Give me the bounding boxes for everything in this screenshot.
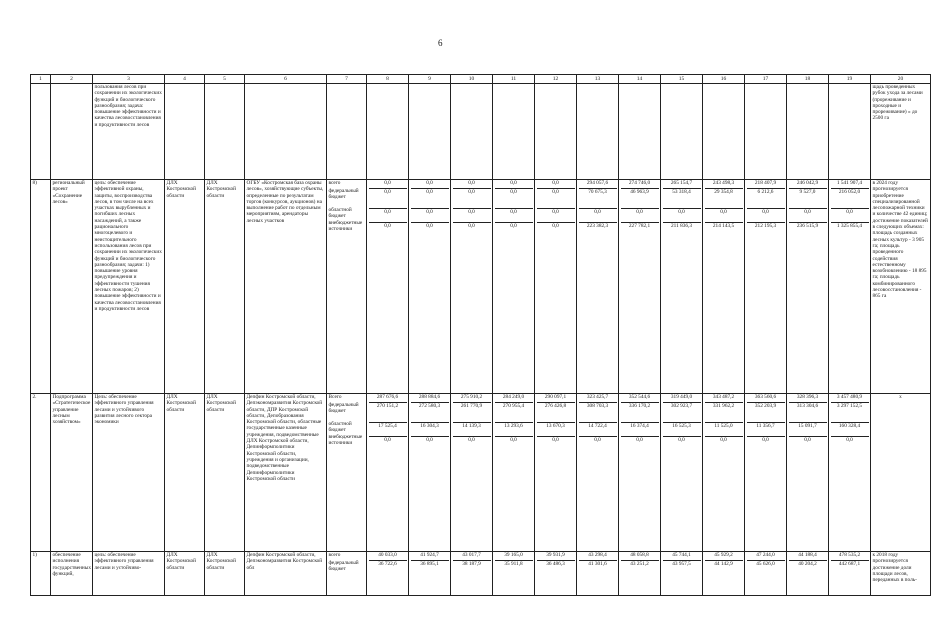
participants-cell: Депфин Костромской области, Депэкономразвития Костромской обл (245, 552, 327, 596)
header-cell: 12 (535, 75, 577, 84)
funding-value: 261 770,9 (453, 402, 491, 422)
funding-value: 212 195,3 (747, 222, 785, 229)
funding-value: 328 396,3 (796, 394, 819, 400)
value-cell (829, 180, 871, 394)
table-row-subprogram (31, 394, 931, 552)
funding-value: 0,0 (579, 208, 617, 222)
funding-value: 0,0 (369, 222, 407, 229)
funding-value: 0,0 (831, 436, 869, 443)
funding-value: 36 722,6 (369, 560, 407, 567)
funding-value: 0,0 (411, 188, 449, 208)
value-cell (451, 394, 493, 552)
funding-value: 36 486,3 (537, 560, 575, 567)
funding-value: 0,0 (537, 436, 575, 443)
value-cell (787, 552, 829, 596)
value-cell (745, 552, 787, 596)
funding-value: 39 931,9 (546, 552, 565, 558)
funding-value: 0,0 (453, 222, 491, 229)
header-cell: 11 (493, 75, 535, 84)
value-cell (577, 552, 619, 596)
funding-value: 352 544,6 (628, 394, 651, 400)
funding-value: 0,0 (537, 222, 575, 229)
value-cell (661, 552, 703, 596)
funding-value: 0,0 (411, 222, 449, 229)
funding-value: 0,0 (495, 188, 533, 208)
goal-cell: Цель: обеспечение эффективного управления лесами и устойчивого развития лесного сектора экономики (93, 394, 165, 552)
value-cell (619, 394, 661, 552)
header-cell: 15 (661, 75, 703, 84)
value-cell (493, 394, 535, 552)
table-row-continuation (31, 84, 931, 180)
funding-value: 331 962,2 (705, 402, 743, 422)
value-cell (409, 552, 451, 596)
funding-value: 275 910,2 (460, 394, 483, 400)
header-cell: 10 (451, 75, 493, 84)
funding-value: 236 515,9 (789, 222, 827, 229)
funding-value: 11 525,0 (705, 422, 743, 436)
value-cell (703, 180, 745, 394)
value-cell (829, 552, 871, 596)
value-cell (619, 180, 661, 394)
funding-value: 40 204,2 (789, 560, 827, 567)
value-cell (661, 180, 703, 394)
value-cell (409, 180, 451, 394)
header-cell: 8 (367, 75, 409, 84)
funding-value: 0,0 (495, 208, 533, 222)
funding-value: 0,0 (495, 222, 533, 229)
header-cell: 7 (327, 75, 367, 84)
header-cell: 4 (165, 75, 205, 84)
funding-value: 3 457 480,9 (836, 394, 863, 400)
funding-value: 302 923,7 (663, 402, 701, 422)
executor-cell: ДЛХ Костромской области (165, 394, 205, 552)
funding-value: 0,0 (411, 208, 449, 222)
funding-value: 44 142,9 (705, 560, 743, 567)
funding-value: 0,0 (468, 180, 475, 186)
executor-cell: ДЛХ Костромской области (165, 180, 205, 394)
funding-value: 0,0 (510, 180, 517, 186)
funding-value: 0,0 (426, 180, 433, 186)
result-cell: x (871, 394, 931, 552)
executor-cell: ДЛХ Костромской области (165, 552, 205, 596)
value-cell (661, 394, 703, 552)
funding-value: 0,0 (453, 436, 491, 443)
funding-value: 223 382,3 (579, 222, 617, 229)
header-cell: 6 (245, 75, 327, 84)
funding-value: 442 687,1 (831, 560, 869, 567)
table-row-project (31, 180, 931, 394)
funding-value: 343 487,2 (712, 394, 735, 400)
funding-value: 45 744,1 (672, 552, 691, 558)
coordinator-cell: ДЛХ Костромской области (205, 552, 245, 596)
funding-value: 319 449,0 (670, 394, 693, 400)
funding-value: 0,0 (411, 436, 449, 443)
result-cell: в 2024 году прогнозируется приобретение специализированной лесопожарной техники и количестве 42 единиц; достижение показателей в следующих объемах: площадь созданных лесных культур - 3 905 га; площадь проведенного содействия естественному возобновлению - 18 895 га; площадь комбинированного лесовосстановления - 865 га (871, 180, 931, 394)
value-cell (451, 552, 493, 596)
funding-value: 218 407,9 (754, 180, 777, 186)
funding-value: 40 033,0 (378, 552, 397, 558)
result-cell: щадь проведенных рубок ухода за лесами (прореживание и проходные и прореживание) » до 2500 га (871, 84, 931, 180)
value-cell (577, 180, 619, 394)
funding-value: 352 203,9 (747, 402, 785, 422)
header-cell: 18 (787, 75, 829, 84)
funding-value: 11 356,7 (747, 422, 785, 436)
funding-value: 16 374,4 (621, 422, 659, 436)
funding-value: 211 836,3 (663, 222, 701, 229)
item-name: Подпрограмма «Стратегическое управление лесным хозяйством» (51, 394, 93, 552)
goal-cell: цель: обеспечение эффективного управления лесами и устойчиво- (93, 552, 165, 596)
funding-value: 284 249,0 (502, 394, 525, 400)
item-name: региональный проект «Сохранение лесов» (51, 180, 93, 394)
funding-value: 9 527,0 (789, 188, 827, 208)
funding-value: 45 626,0 (747, 560, 785, 567)
funding-value: 270 151,2 (369, 402, 407, 422)
funding-value: 1 325 855,4 (831, 222, 869, 229)
funding-value: 45 929,2 (714, 552, 733, 558)
row-number: 2. (31, 394, 51, 552)
funding-value: 41 301,6 (579, 560, 617, 567)
funding-value: 47 244,0 (756, 552, 775, 558)
funding-value: 48 058,8 (630, 552, 649, 558)
funding-value: 29 354,8 (705, 188, 743, 208)
value-cell (409, 394, 451, 552)
value-cell (367, 552, 409, 596)
funding-value: 0,0 (789, 208, 827, 222)
value-cell (367, 394, 409, 552)
funding-value: 336 170,2 (621, 402, 659, 422)
funding-value: 46 963,9 (621, 188, 659, 208)
funding-value: 0,0 (453, 188, 491, 208)
funding-value: 274 746,0 (628, 180, 651, 186)
funding-value: 3 297 152,5 (831, 402, 869, 422)
header-cell: 1 (31, 75, 51, 84)
funding-value: 6 212,6 (747, 188, 785, 208)
value-cell (451, 180, 493, 394)
table-row-activity (31, 552, 931, 596)
funding-value: 0,0 (747, 208, 785, 222)
funding-value: 0,0 (369, 208, 407, 222)
header-row (31, 75, 931, 84)
funding-value: 313 304,6 (789, 402, 827, 422)
goal-cell: пользования лесов при сохранении их экологических функций и биологического разнообразия; задача: повышение эффективности и качества лесовосстановления и продуктивности лесов (93, 84, 165, 180)
value-cell (535, 394, 577, 552)
funding-value: 44 188,4 (798, 552, 817, 558)
funding-value: 160 328,4 (831, 422, 869, 436)
value-cell (535, 180, 577, 394)
funding-value: 43 251,2 (621, 560, 659, 567)
funding-value: 243 498,3 (712, 180, 735, 186)
funding-value: 0,0 (663, 208, 701, 222)
funding-value: 478 535,2 (838, 552, 861, 558)
coordinator-cell: ДЛХ Костромской области (205, 394, 245, 552)
value-cell (493, 552, 535, 596)
funding-value: 294 057,6 (586, 180, 609, 186)
funding-value: 16 525,3 (663, 422, 701, 436)
value-cell (493, 180, 535, 394)
funding-value: 363 560,6 (754, 394, 777, 400)
funding-value: 0,0 (537, 188, 575, 208)
header-cell: 16 (703, 75, 745, 84)
funding-value: 14 722,4 (579, 422, 617, 436)
funding-value: 0,0 (831, 208, 869, 222)
value-cell (367, 180, 409, 394)
funding-value: 216 052,0 (831, 188, 869, 208)
header-cell: 14 (619, 75, 661, 84)
sources-cell: всего федеральный бюджет (327, 552, 367, 596)
funding-value: 0,0 (369, 188, 407, 208)
funding-value: 0,0 (621, 436, 659, 443)
value-cell (703, 394, 745, 552)
funding-value: 14 139,3 (453, 422, 491, 436)
item-name: обеспечение исполнения государственных функций, (51, 552, 93, 596)
funding-value: 214 143,5 (705, 222, 743, 229)
funding-value: 35 911,8 (495, 560, 533, 567)
funding-value: 270 955,4 (495, 402, 533, 422)
funding-value: 53 318,4 (663, 188, 701, 208)
funding-value: 0,0 (621, 208, 659, 222)
funding-value: 0,0 (369, 436, 407, 443)
row-number: 1) (31, 552, 51, 596)
value-cell (535, 552, 577, 596)
funding-value: 43 298,4 (588, 552, 607, 558)
participants-cell: Депфин Костромской области, Депэкономразвития Костромской области, ДПР Костромской области, Депобразования Костромской области, областные государственные казенные учреждения, подведомственные ДЛХ Костромской области, Депинформполитики Костромской области, учреждения и организации, подведомственные Депинформполитики Костромской области (245, 394, 327, 552)
funding-value: 13 670,3 (537, 422, 575, 436)
funding-value: 0,0 (789, 436, 827, 443)
funding-value: 0,0 (384, 180, 391, 186)
funding-value: 0,0 (537, 208, 575, 222)
value-cell (577, 394, 619, 552)
funding-value: 39 165,0 (504, 552, 523, 558)
funding-value: 276 426,8 (537, 402, 575, 422)
funding-value: 43 957,5 (663, 560, 701, 567)
row-number: 8) (31, 180, 51, 394)
goal-cell: цель: обеспечение эффективной охраны, защиты, воспроизводства лесов, в том числе на всех участках вырубленных и погибших лесных насаждений, а также рационального многоцелевого и неистощительного использования лесов при сохранении их экологических функций и биологического разнообразия; задачи: 1) повышение уровня предупреждения и эффективности тушения лесных пожаров; 2) повышение эффективности и качества лесовосстановления и продуктивности лесов (93, 180, 165, 394)
header-cell: 19 (829, 75, 871, 84)
sources-cell: Всего федеральный бюджет областной бюджет внебюджетные источники (327, 394, 367, 552)
funding-value: 246 042,9 (796, 180, 819, 186)
header-cell: 2 (51, 75, 93, 84)
funding-value: 0,0 (552, 180, 559, 186)
funding-value: 16 304,3 (411, 422, 449, 436)
result-cell: к 2018 году прогнозируется достижение доли площади лесов, переданных в поль- (871, 552, 931, 596)
funding-value: 227 782,1 (621, 222, 659, 229)
header-cell: 9 (409, 75, 451, 84)
program-table (30, 74, 931, 596)
funding-value: 287 676,6 (376, 394, 399, 400)
coordinator-cell: ДЛХ Костромской области (205, 180, 245, 394)
funding-value: 0,0 (453, 208, 491, 222)
participants-cell: ОГБУ «Костромская база охраны лесов», хозяйствующие субъекты, определенные по результатам торгов (конкурсов, аукционов) на выполнение работ по отдельным мероприятиям, арендаторы лесных участков (245, 180, 327, 394)
value-cell (703, 552, 745, 596)
funding-value: 323 425,7 (586, 394, 609, 400)
funding-value: 0,0 (579, 436, 617, 443)
header-cell: 3 (93, 75, 165, 84)
funding-value: 41 924,7 (420, 552, 439, 558)
page-number: 6 (438, 38, 443, 48)
funding-value: 0,0 (747, 436, 785, 443)
funding-value: 272 580,3 (411, 402, 449, 422)
funding-value: 70 675,3 (579, 188, 617, 208)
funding-value: 13 293,6 (495, 422, 533, 436)
header-cell: 20 (871, 75, 931, 84)
value-cell (829, 394, 871, 552)
header-cell: 5 (205, 75, 245, 84)
funding-value: 288 884,6 (418, 394, 441, 400)
funding-value: 38 187,9 (453, 560, 491, 567)
header-cell: 13 (577, 75, 619, 84)
funding-value: 0,0 (663, 436, 701, 443)
funding-value: 36 895,1 (411, 560, 449, 567)
funding-value: 308 703,3 (579, 402, 617, 422)
value-cell (745, 180, 787, 394)
funding-value: 43 017,7 (462, 552, 481, 558)
funding-value: 0,0 (705, 436, 743, 443)
funding-value: 0,0 (705, 208, 743, 222)
sources-cell: всего федеральный бюджет областной бюджет внебюджетные источники (327, 180, 367, 394)
value-cell (787, 394, 829, 552)
funding-value: 0,0 (495, 436, 533, 443)
header-cell: 17 (745, 75, 787, 84)
value-cell (745, 394, 787, 552)
value-cell (619, 552, 661, 596)
funding-value: 265 154,7 (670, 180, 693, 186)
funding-value: 290 097,1 (544, 394, 567, 400)
value-cell (787, 180, 829, 394)
funding-value: 15 091,7 (789, 422, 827, 436)
funding-value: 1 541 907,4 (836, 180, 863, 186)
funding-value: 17 525,4 (369, 422, 407, 436)
